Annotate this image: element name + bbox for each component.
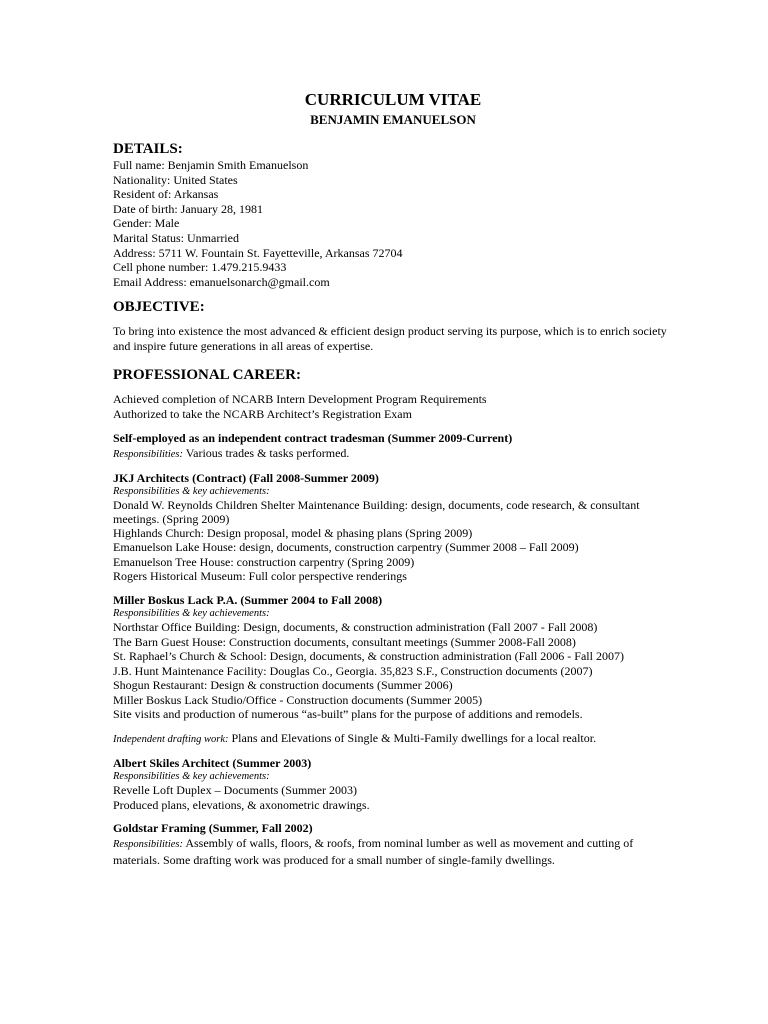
job-goldstar-framing xyxy=(113,821,673,867)
job-title: JKJ Architects (Contract) (Fall 2008-Summer 2009) xyxy=(113,470,379,485)
achievement-item: Produced plans, elevations, & axonometric drawings. xyxy=(113,797,370,812)
achievement-item: Revelle Loft Duplex – Documents (Summer 2003) xyxy=(113,783,357,798)
achievement-item: The Barn Guest House: Construction documents, consultant meetings (Summer 2008-Fall 2008) xyxy=(113,634,576,649)
job-jkj-architects xyxy=(113,471,673,584)
detail-residence: Resident of: Arkansas xyxy=(113,187,219,202)
drafting-text: Plans and Elevations of Single & Multi-Family dwellings for a local realtor. xyxy=(228,731,597,746)
achievement-item: Miller Boskus Lack Studio/Office - Construction documents (Summer 2005) xyxy=(113,692,483,707)
detail-email: Email Address: emanuelsonarch@gmail.com xyxy=(113,274,330,289)
achievement-item: Donald W. Reynolds Children Shelter Maintenance Building: design, documents, code research, & consultant meetings. (Spring 2009) xyxy=(113,497,640,526)
job-responsibilities xyxy=(113,446,673,462)
job-self-employed xyxy=(113,431,673,462)
career-intro xyxy=(113,392,673,421)
detail-nationality: Nationality: United States xyxy=(113,172,238,187)
responsibilities-text: Assembly of walls, floors, & roofs, from nominal lumber as well as movement and cutting of materials. Some drafting work was produced for a small number of single-family dwellings. xyxy=(113,836,634,867)
detail-gender: Gender: Male xyxy=(113,216,180,231)
career-section xyxy=(113,366,673,867)
drafting-label: Independent drafting work: xyxy=(113,734,229,746)
document-title: CURRICULUM VITAE xyxy=(304,90,482,109)
responsibilities-label: Responsibilities & key achievements: xyxy=(113,607,270,619)
job-title: Miller Boskus Lack P.A. (Summer 2004 to Fall 2008) xyxy=(113,592,383,607)
responsibilities-text: Various trades & tasks performed. xyxy=(183,445,350,460)
achievement-item: Rogers Historical Museum: Full color perspective renderings xyxy=(113,569,407,584)
details-section xyxy=(113,140,673,289)
detail-marital-status: Marital Status: Unmarried xyxy=(113,230,239,245)
objective-text: To bring into existence the most advanced & efficient design product serving its purpose, which is to enrich society and inspire future generations in all areas of expertise. xyxy=(113,324,667,354)
objective-section xyxy=(113,298,673,354)
details-list xyxy=(113,158,673,289)
responsibilities-label: Responsibilities & key achievements: xyxy=(113,485,270,497)
independent-drafting-note xyxy=(113,731,673,747)
responsibilities-label: Responsibilities: xyxy=(113,448,183,460)
responsibilities-label: Responsibilities: xyxy=(113,839,183,851)
candidate-name: BENJAMIN EMANUELSON xyxy=(310,112,476,127)
job-title: Self-employed as an independent contract tradesman (Summer 2009-Current) xyxy=(113,430,513,445)
job-responsibilities xyxy=(113,836,673,867)
detail-full-name: Full name: Benjamin Smith Emanuelson xyxy=(113,158,309,172)
responsibilities-label: Responsibilities & key achievements: xyxy=(113,771,270,783)
job-albert-skiles xyxy=(113,756,673,812)
job-title: Goldstar Framing (Summer, Fall 2002) xyxy=(113,821,313,836)
achievement-item: J.B. Hunt Maintenance Facility: Douglas Co., Georgia. 35,823 S.F., Construction documents (2007) xyxy=(113,663,593,678)
detail-birth-date: Date of birth: January 28, 1981 xyxy=(113,201,263,216)
objective-heading: OBJECTIVE: xyxy=(113,299,205,316)
achievement-item: Highlands Church: Design proposal, model & phasing plans (Spring 2009) xyxy=(113,525,473,540)
achievement-item: Emanuelson Tree House: construction carpentry (Spring 2009) xyxy=(113,554,415,569)
achievement-item: Emanuelson Lake House: design, documents, construction carpentry (Summer 2008 – Fall 2009) xyxy=(113,540,579,555)
career-intro-line: Achieved completion of NCARB Intern Development Program Requirements xyxy=(113,392,487,407)
achievement-item: Northstar Office Building: Design, documents, & construction administration (Fall 2007 - Fall 2008) xyxy=(113,619,598,634)
achievement-item: St. Raphael’s Church & School: Design, documents, & construction administration (Fall 2006 - Fall 2007) xyxy=(113,649,624,664)
detail-phone: Cell phone number: 1.479.215.9433 xyxy=(113,260,287,275)
career-heading: PROFESSIONAL CAREER: xyxy=(113,367,301,384)
details-heading: DETAILS: xyxy=(113,141,183,157)
career-intro-line: Authorized to take the NCARB Architect’s Registration Exam xyxy=(113,406,412,421)
achievement-item: Site visits and production of numerous “as-built” plans for the purpose of additions and remodels. xyxy=(113,707,583,722)
job-title: Albert Skiles Architect (Summer 2003) xyxy=(113,756,312,771)
achievement-item: Shogun Restaurant: Design & construction documents (Summer 2006) xyxy=(113,678,453,693)
job-miller-boskus-lack xyxy=(113,593,673,747)
cv-page xyxy=(113,90,673,867)
detail-address: Address: 5711 W. Fountain St. Fayetteville, Arkansas 72704 xyxy=(113,245,403,260)
